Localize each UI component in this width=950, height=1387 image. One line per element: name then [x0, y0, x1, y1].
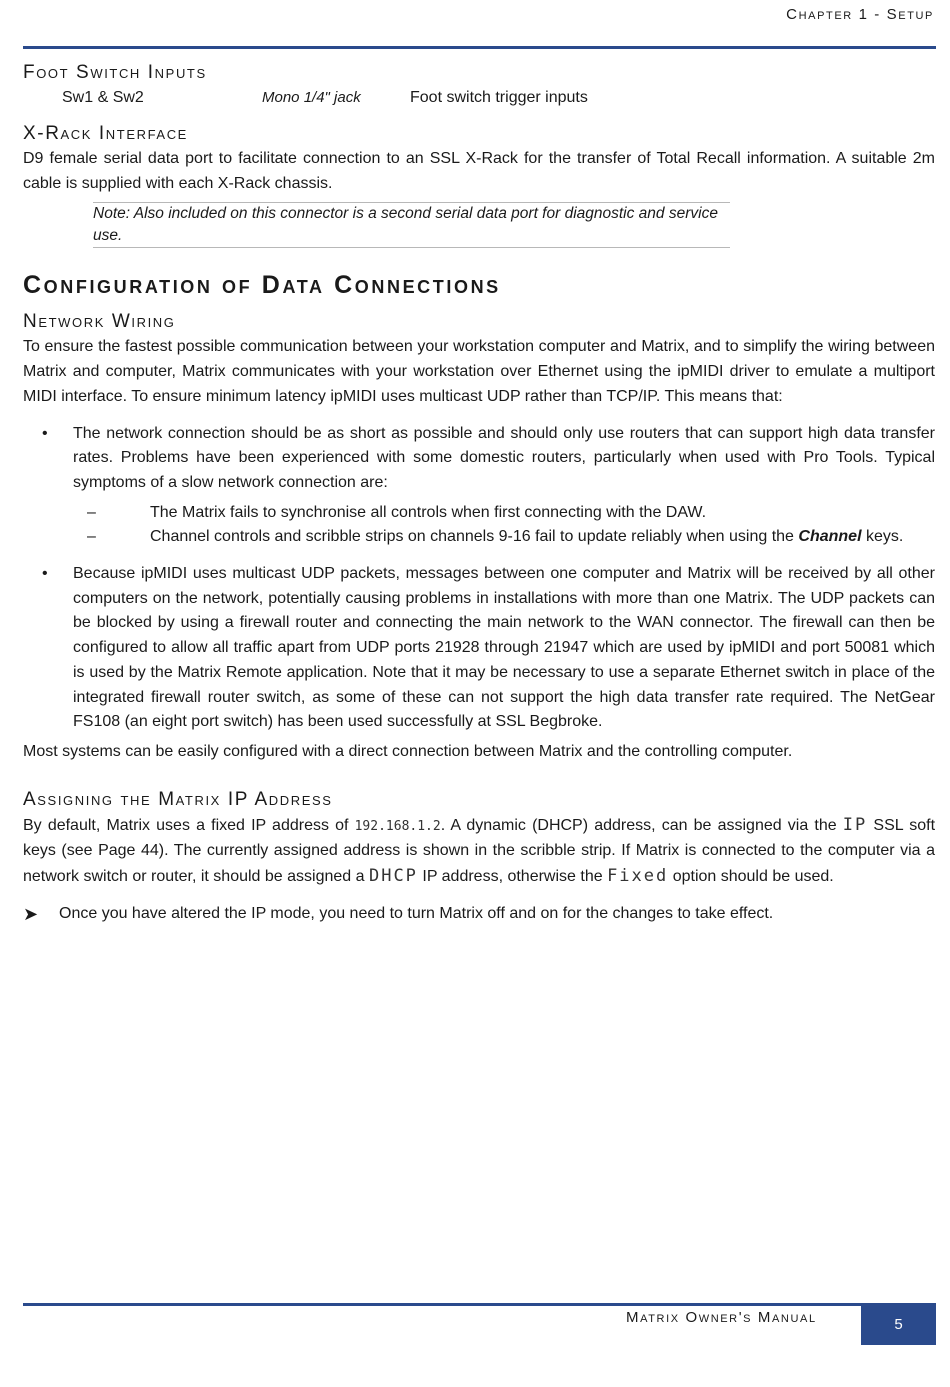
- symptom-list: [73, 501, 935, 550]
- page-content: [23, 60, 935, 926]
- symptom-text-end: keys.: [861, 528, 904, 546]
- config-heading: Configuration of Data Connections: [23, 271, 501, 300]
- ip-address-heading: Assigning the Matrix IP Address: [23, 788, 333, 810]
- ip-text: By default, Matrix uses a fixed IP address of: [23, 816, 355, 834]
- xrack-heading: X-Rack Interface: [23, 123, 188, 144]
- channel-key-label: Channel: [798, 528, 862, 546]
- spec-type: Mono 1/4" jack: [262, 88, 361, 106]
- network-intro: To ensure the fastest possible communication between your workstation computer and Matrix, and to simplify the wiring between Matrix and computer, Matrix communicates with your workstation over Ethernet using the ipMIDI driver to emulate a multiport MIDI interface. To ensure minimum latency ipMIDI uses multicast UDP rather than TCP/IP. This means that:: [23, 338, 935, 405]
- page-number-badge: [861, 1305, 936, 1345]
- chapter-title: Chapter 1 - Setup: [786, 6, 934, 23]
- bullet-text: The network connection should be as short as possible and should only use routers that can support high data transfer rates. Problems have been experienced with some domestic routers, particularly when used with Pro Tools. Typical symptoms of a slow network connection are:: [73, 424, 935, 491]
- network-wiring-heading: Network Wiring: [23, 311, 176, 333]
- network-closing: Most systems can be easily configured with a direct connection between Matrix and the controlling computer.: [23, 742, 793, 760]
- network-bullets: [23, 422, 935, 735]
- ip-text: option should be used.: [668, 868, 834, 886]
- symptom-text: The Matrix fails to synchronise all controls when first connecting with the DAW.: [150, 503, 707, 521]
- foot-switch-spec-row: [23, 86, 935, 110]
- dash-symbol: –: [87, 503, 96, 521]
- list-item: [23, 422, 935, 551]
- ip-soft-key-label: IP: [842, 814, 868, 835]
- instruction-item: [23, 902, 935, 927]
- xrack-note: Note: Also included on this connector is a second serial data port for diagnostic and service use.: [93, 202, 730, 248]
- page-number: 5: [894, 1315, 903, 1333]
- dhcp-mode-label: DHCP: [368, 866, 418, 887]
- manual-title: Matrix Owner's Manual: [626, 1309, 817, 1326]
- foot-switch-heading: Foot Switch Inputs: [23, 62, 207, 83]
- list-item: [23, 562, 935, 735]
- fixed-mode-label: Fixed: [607, 866, 669, 887]
- ip-address-body: [23, 813, 935, 890]
- ip-text: . A dynamic (DHCP) address, can be assigned via the: [440, 816, 843, 834]
- header-rule: [23, 46, 936, 49]
- dash-symbol: –: [87, 528, 96, 546]
- bullet-text: Because ipMIDI uses multicast UDP packets, messages between one computer and Matrix will be received by all other computers on the network, potentially causing problems in installations with more than one Matrix. The UDP packets can be blocked by using a firewall router and connecting the main network to the WAN connector. The firewall can then be configured to allow all traffic apart from UDP ports 21928 through 21947 which are used by ipMIDI and port 50081 which is used by the Matrix Remote application. Note that it may be necessary to use a separate Ethernet switch in place of the integrated firewall router switch, as some of these can not support the high data transfer rate required. The NetGear FS108 (an eight port switch) has been used successfully at SSL Begbroke.: [73, 565, 935, 731]
- spec-name: Sw1 & Sw2: [62, 88, 144, 106]
- ip-text: SSL soft keys (see Page 44). The currently assigned address is shown in the scribble strip. If Matrix is connected to the computer via a network switch or router, it should be assigned a: [23, 816, 936, 886]
- bullet-symbol: •: [42, 424, 48, 442]
- ip-text: IP address, otherwise the: [417, 868, 608, 886]
- list-item: [73, 501, 935, 526]
- symptom-text: Channel controls and scribble strips on channels 9-16 fail to update reliably when using the: [150, 528, 799, 546]
- list-item: [73, 525, 935, 550]
- xrack-body: D9 female serial data port to facilitate connection to an SSL X-Rack for the transfer of Total Recall information. A suitable 2m cable is supplied with each X-Rack chassis.: [23, 150, 935, 192]
- ip-address-value: 192.168.1.2: [354, 818, 441, 834]
- instruction-text: Once you have altered the IP mode, you need to turn Matrix off and on for the changes to take effect.: [59, 904, 774, 922]
- spec-description: Foot switch trigger inputs: [410, 88, 588, 106]
- bullet-symbol: •: [42, 565, 48, 583]
- arrow-icon: ➤: [23, 903, 39, 924]
